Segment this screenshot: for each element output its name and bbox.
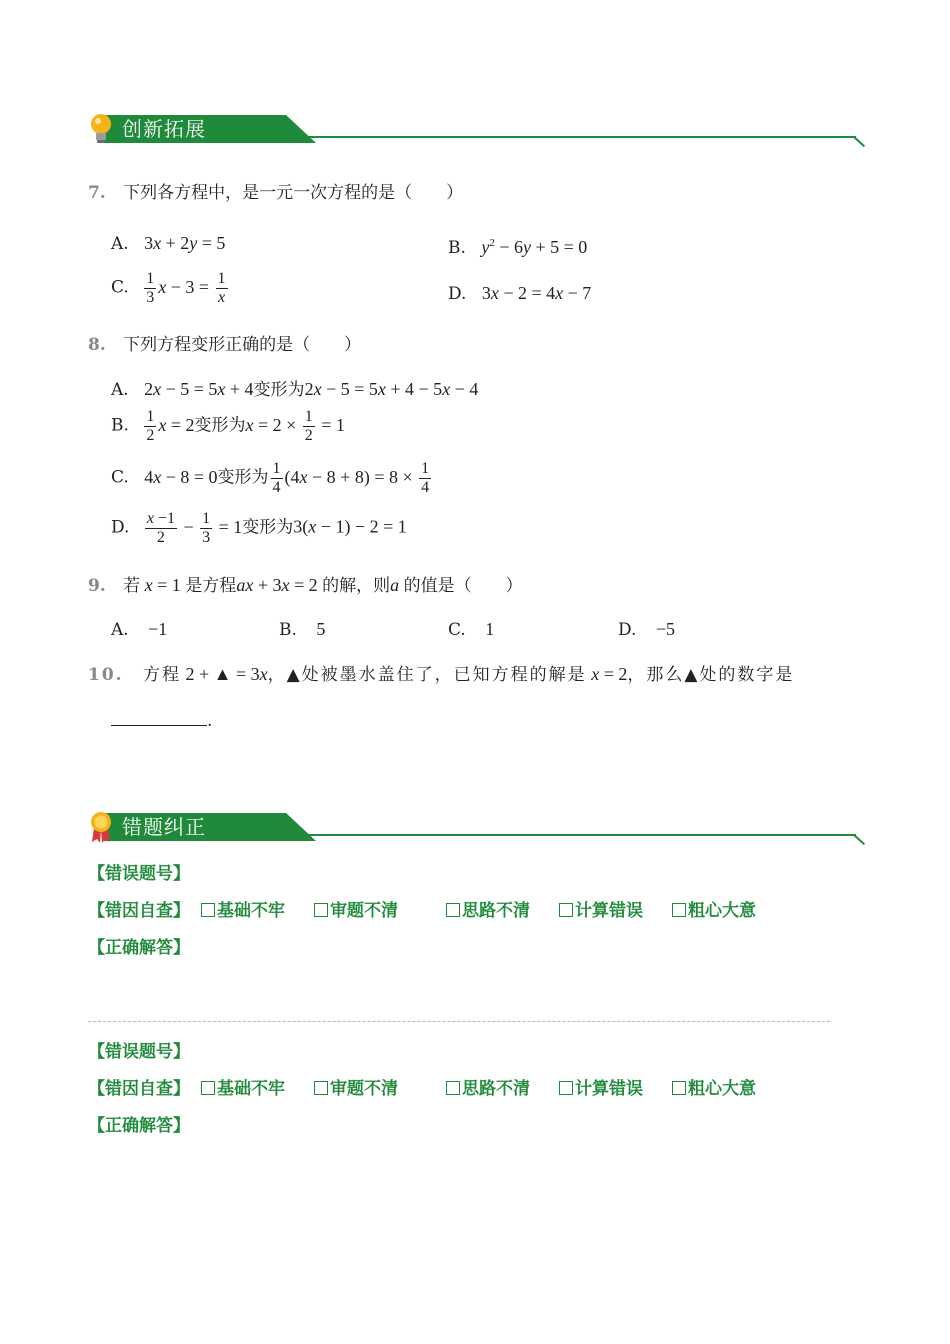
checkbox-icon[interactable] — [446, 1081, 460, 1095]
wrong-number-label: 【错误题号】 — [88, 864, 190, 884]
q8-option-c[interactable]: C. 4x − 8 = 0变形为 $\frac{1}{4}$ (4x − 8 + 8) = 8 × $\frac{1}{4}$ — [111, 460, 430, 496]
check-label: 粗心大意 — [688, 901, 756, 921]
q8-option-b[interactable]: B. $\frac{1}{2}$ x = 2变形为x = 2 × $\frac{1}{2}$ = 1 — [111, 408, 345, 444]
check-careless[interactable] — [672, 1077, 756, 1101]
checkbox-icon[interactable] — [672, 1081, 686, 1095]
checkbox-icon[interactable] — [201, 903, 215, 917]
check-label: 审题不清 — [330, 1079, 398, 1099]
question-number: 7. — [88, 183, 106, 203]
check-label: 思路不清 — [462, 1079, 530, 1099]
option-label: D. — [618, 620, 637, 640]
check-basics[interactable] — [201, 1077, 285, 1101]
question-7-stem — [88, 180, 463, 206]
question-text: 下列方程变形正确的是（ ） — [123, 335, 362, 355]
question-9-stem: 9. 若 x = 1 是方程ax + 3x = 2 的解，则a 的值是（ ） — [88, 575, 523, 596]
check-label: 粗心大意 — [688, 1079, 756, 1099]
checkbox-icon[interactable] — [446, 903, 460, 917]
option-value: −1 — [148, 619, 168, 639]
question-8-stem — [88, 332, 361, 358]
section-rule — [256, 834, 856, 836]
check-approach[interactable] — [446, 1077, 530, 1101]
check-label: 基础不牢 — [217, 901, 285, 921]
q7-option-c[interactable]: C. $\frac{1}{3}$ x − 3 = $\frac{1}{x}$ — [111, 270, 226, 306]
option-label: D. — [448, 284, 467, 304]
checkbox-icon[interactable] — [559, 1081, 573, 1095]
q9-option-b[interactable] — [279, 616, 325, 643]
option-label: B. — [111, 415, 129, 436]
option-value: −5 — [655, 619, 675, 639]
check-calculation[interactable] — [559, 1077, 643, 1101]
section-title: 错题纠正 — [122, 815, 206, 839]
cause-label: 【错因自查】 — [88, 1079, 190, 1099]
correct-answer-label: 【正确解答】 — [88, 938, 190, 958]
check-label: 思路不清 — [462, 901, 530, 921]
question-text: 若 — [123, 576, 141, 596]
answer-blank[interactable] — [111, 709, 207, 726]
change-to-text: 变形为 — [242, 517, 294, 538]
correct-answer-label: 【正确解答】 — [88, 1116, 190, 1136]
check-calculation[interactable] — [559, 899, 643, 923]
question-text: 的解，则 — [322, 576, 391, 596]
question-10-answer-line — [111, 708, 212, 734]
lightbulb-icon — [88, 112, 114, 146]
period: . — [207, 711, 213, 731]
cause-label: 【错因自查】 — [88, 901, 190, 921]
check-reading[interactable] — [314, 1077, 398, 1101]
q9-option-a[interactable] — [111, 616, 167, 643]
section-title: 创新拓展 — [122, 117, 206, 141]
check-label: 计算错误 — [575, 901, 643, 921]
option-label: A. — [111, 380, 129, 400]
q7-option-b[interactable]: B. $y^2 - 6y + 5 = 0$ — [448, 237, 588, 258]
check-careless[interactable] — [672, 899, 756, 923]
option-label: C. — [111, 467, 129, 488]
question-text: ，▲处被墨水盖住了，已知方程的解是 — [267, 665, 587, 685]
q9-option-d[interactable] — [618, 616, 675, 643]
question-text: ，那么▲处的数字是 — [627, 665, 795, 685]
option-value: 5 — [316, 619, 326, 639]
q8-option-a[interactable]: A. 2x − 5 = 5x + 4变形为2x − 5 = 5x + 4 − 5x − 4 — [111, 379, 479, 400]
option-label: D. — [111, 517, 130, 538]
q7-option-a[interactable]: A. 3x + 2y = 5 — [111, 233, 226, 254]
section-header-innovation — [88, 112, 868, 146]
medal-icon — [88, 810, 114, 844]
question-text: 方程 — [142, 665, 181, 685]
option-label: C. — [111, 277, 129, 298]
checkbox-icon[interactable] — [314, 903, 328, 917]
option-label: A. — [111, 620, 129, 640]
checkbox-icon[interactable] — [314, 1081, 328, 1095]
check-reading[interactable] — [314, 899, 398, 923]
change-to-text: 变形为 — [217, 467, 269, 488]
option-label: B. — [448, 238, 466, 258]
option-label: A. — [111, 234, 129, 254]
change-to-text: 变形为 — [253, 380, 305, 400]
checkbox-icon[interactable] — [559, 903, 573, 917]
checkbox-icon[interactable] — [672, 903, 686, 917]
check-label: 基础不牢 — [217, 1079, 285, 1099]
section-rule-end — [853, 834, 865, 845]
check-label: 审题不清 — [330, 901, 398, 921]
change-to-text: 变形为 — [194, 415, 246, 436]
section-rule-end — [853, 136, 865, 147]
question-text: 是方程 — [185, 576, 237, 596]
section-header-correction — [88, 810, 868, 844]
checkbox-icon[interactable] — [201, 1081, 215, 1095]
check-label: 计算错误 — [575, 1079, 643, 1099]
q8-option-d[interactable]: D. $\frac{x -1}{2}$ − $\frac{1}{3}$ = 1变形为3(x − 1) − 2 = 1 — [111, 510, 407, 546]
check-approach[interactable] — [446, 899, 530, 923]
wrong-number-label: 【错误题号】 — [88, 1042, 190, 1062]
dashed-divider — [88, 1021, 830, 1022]
section-rule — [256, 136, 856, 138]
option-label: B. — [279, 620, 297, 640]
question-number: 8. — [88, 335, 106, 355]
option-value: 1 — [485, 619, 495, 639]
check-basics[interactable] — [201, 899, 285, 923]
q9-option-c[interactable] — [448, 616, 494, 643]
question-text: 下列各方程中，是一元一次方程的是（ ） — [123, 183, 464, 203]
q7-option-d[interactable]: D. 3x − 2 = 4x − 7 — [448, 283, 592, 304]
question-number: 9. — [88, 576, 106, 596]
option-label: C. — [448, 620, 466, 640]
question-number: 10. — [88, 665, 124, 685]
question-10-stem: 10. 方程 2 + ▲ = 3x，▲处被墨水盖住了，已知方程的解是 x = 2，那么▲处的数字是 — [88, 664, 795, 685]
question-text: 的值是（ ） — [403, 576, 523, 596]
